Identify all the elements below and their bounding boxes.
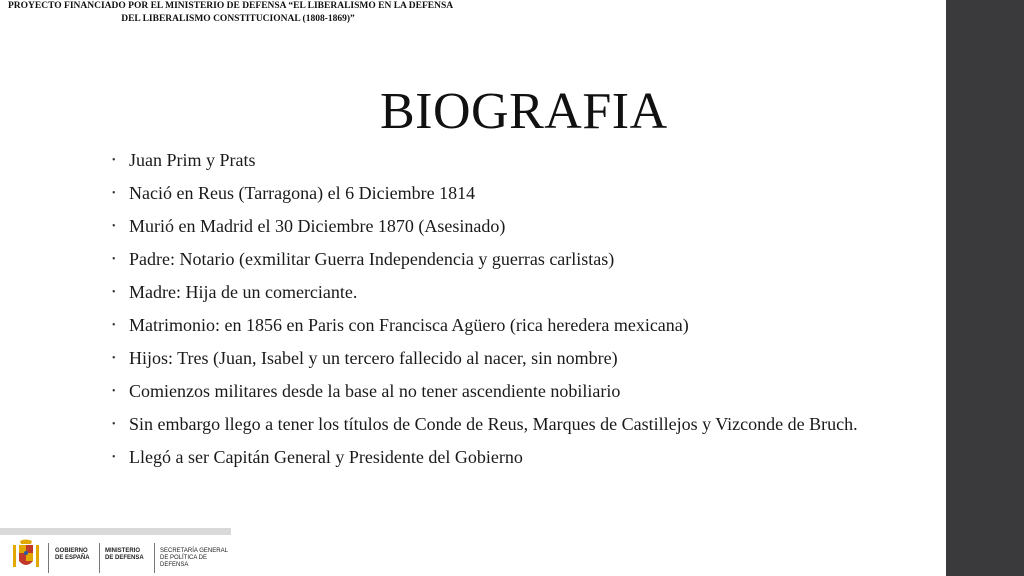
project-header	[8, 0, 468, 26]
bullet-dot-icon: •	[112, 287, 116, 298]
bullet-dot-icon: •	[112, 221, 116, 232]
bullet-dot-icon: •	[112, 452, 116, 463]
bullet-dot-icon: •	[112, 353, 116, 364]
bullet-dot-icon: •	[112, 320, 116, 331]
bullet-dot-icon: •	[112, 419, 116, 430]
coat-of-arms-icon	[10, 539, 42, 573]
bullet-item	[112, 350, 892, 367]
ministerio-label: MINISTERIO DE DEFENSA	[105, 548, 144, 561]
bullet-text: Llegó a ser Capitán General y Presidente del Gobierno	[129, 447, 523, 467]
footer-separator	[99, 543, 100, 573]
bullet-item	[112, 185, 892, 202]
header-line-2: DEL LIBERALISMO CONSTITUCIONAL (1808-1869)”	[121, 14, 355, 24]
bullet-text: Nació en Reus (Tarragona) el 6 Diciembre 1814	[129, 183, 476, 203]
bullet-item	[112, 383, 892, 400]
bullet-item	[112, 251, 892, 268]
bullet-item	[112, 152, 892, 169]
bullet-item	[112, 218, 892, 235]
bullet-item	[112, 416, 892, 433]
bullet-dot-icon: •	[112, 254, 116, 265]
header-line-1: PROYECTO FINANCIADO POR EL MINISTERIO DE DEFENSA “EL LIBERALISMO EN LA DEFENSA	[8, 1, 454, 11]
bullet-list	[112, 152, 892, 466]
slide-title: BIOGRAFIA	[380, 83, 668, 140]
bullet-text: Comienzos militares desde la base al no tener ascendiente nobiliario	[129, 381, 621, 401]
right-sidebar	[946, 0, 1024, 576]
footer-separator	[154, 543, 155, 573]
footer-divider	[0, 528, 231, 535]
bullet-text: Padre: Notario (exmilitar Guerra Independencia y guerras carlistas)	[129, 249, 615, 269]
gobierno-label: GOBIERNO DE ESPAÑA	[55, 548, 90, 561]
bullet-text: Madre: Hija de un comerciante.	[129, 282, 358, 302]
bullet-text: Murió en Madrid el 30 Diciembre 1870 (Asesinado)	[129, 216, 506, 236]
bullet-dot-icon: •	[112, 188, 116, 199]
bullet-item	[112, 317, 892, 334]
bullet-dot-icon: •	[112, 155, 116, 166]
footer-logos	[0, 535, 231, 576]
footer-separator	[48, 543, 49, 573]
secretaria-label: SECRETARÍA GENERAL DE POLÍTICA DE DEFENSA	[160, 548, 228, 568]
bullet-text: Juan Prim y Prats	[129, 150, 256, 170]
bullet-item	[112, 449, 892, 466]
bullet-text: Matrimonio: en 1856 en Paris con Francisca Agüero (rica heredera mexicana)	[129, 315, 689, 335]
bullet-dot-icon: •	[112, 386, 116, 397]
bullet-text: Hijos: Tres (Juan, Isabel y un tercero fallecido al nacer, sin nombre)	[129, 348, 618, 368]
bullet-text: Sin embargo llego a tener los títulos de Conde de Reus, Marques de Castillejos y Vizconde de Bruch.	[129, 414, 858, 434]
bullet-item	[112, 284, 892, 301]
